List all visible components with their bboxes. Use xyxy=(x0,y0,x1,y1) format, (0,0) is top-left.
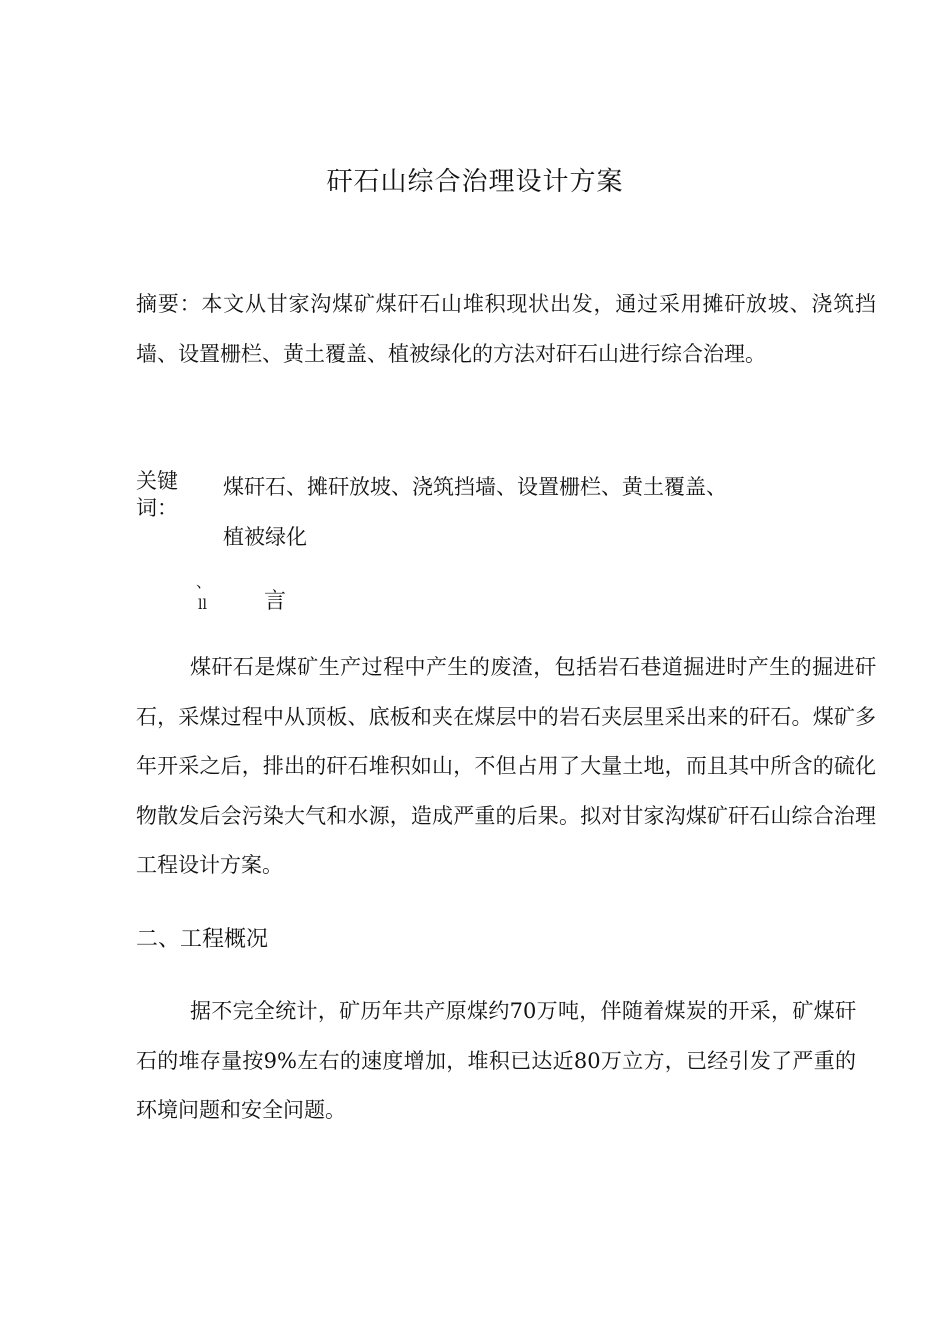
document-title: 矸石山综合治理设计方案 xyxy=(326,167,624,197)
overview-paragraph: 据不完全统计，矿历年共产原煤约70万吨，伴随着煤炭的开采，矿煤矸石的堆存量按9%左右的速度增加，堆积已达近80万立方，已经引发了严重的环境问题和安全问题。 xyxy=(136,999,856,1122)
section1-marker-bottom: ll xyxy=(198,597,207,613)
abstract-paragraph: 摘要：本文从甘家沟煤矿煤矸石山堆积现状出发，通过采用摊矸放坡、浇筑挡墙、设置栅栏、黄土覆盖、植被绿化的方法对矸石山进行综合治理。 xyxy=(136,292,876,366)
keywords-label: 关键词： xyxy=(136,469,178,520)
section1-heading: 言 xyxy=(264,589,287,614)
section1-marker-top: 、 xyxy=(196,573,212,591)
intro-paragraph: 煤矸石是煤矿生产过程中产生的废渣，包括岩石巷道掘进时产生的掘进矸石，采煤过程中从顶板、底板和夹在煤层中的岩石夹层里采出来的矸石。煤矿多年开采之后，排出的矸石堆积如山，不但占用了大量土地，而且其中所含的硫化物散发后会污染大气和水源，造成严重的后果。拟对甘家沟煤矿矸石山综合治理工程设计方案。 xyxy=(136,655,876,877)
keywords-line-2: 植被绿化 xyxy=(223,525,307,549)
keywords-line-1: 煤矸石、摊矸放坡、浇筑挡墙、设置栅栏、黄土覆盖、 xyxy=(223,475,727,499)
keywords-list xyxy=(223,462,843,562)
section2-heading: 二、工程概况 xyxy=(136,927,269,952)
